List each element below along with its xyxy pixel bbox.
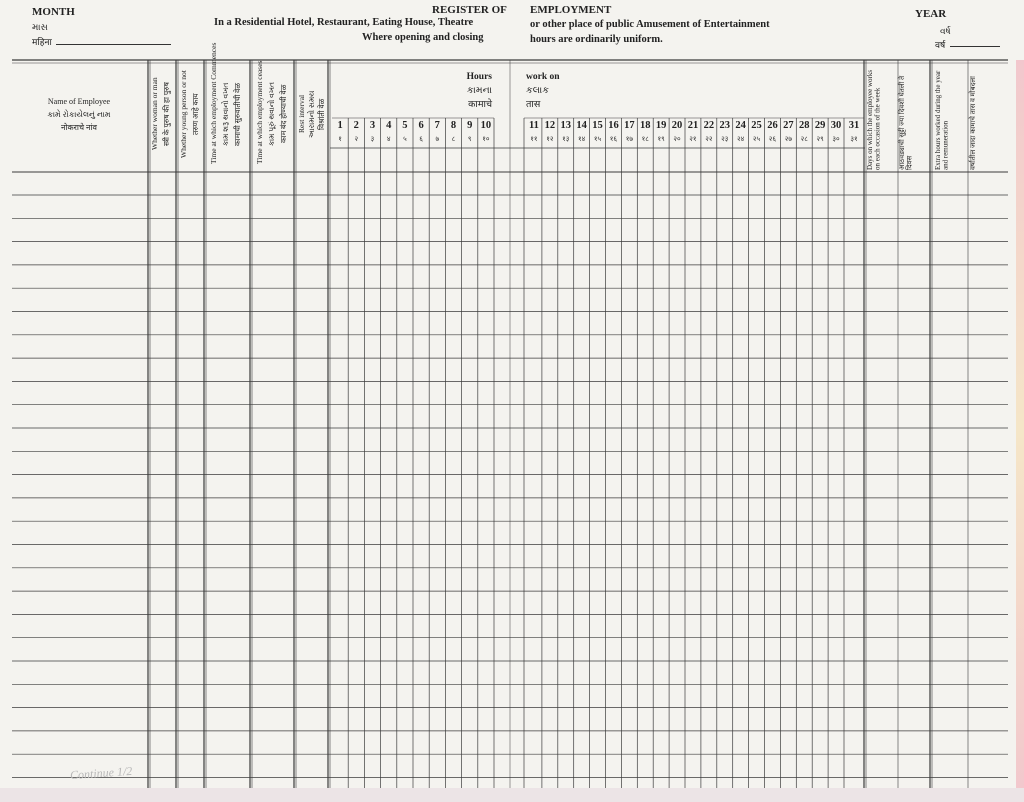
- handwritten-note: Continue 1/2: [69, 763, 133, 783]
- day-number-28: 28: [798, 120, 810, 131]
- month-label: MONTH: [32, 6, 75, 18]
- day-number-local-28: २८: [800, 135, 808, 143]
- register-title: REGISTER OF: [432, 4, 507, 16]
- day-number-18: 18: [639, 120, 651, 131]
- day-number-local-7: ७: [435, 135, 440, 143]
- day-number-local-14: १४: [577, 135, 586, 143]
- day-number-1: 1: [337, 120, 343, 131]
- bottom-strip: [0, 788, 1024, 802]
- day-number-local-30: ३०: [832, 135, 840, 143]
- day-number-3: 3: [369, 120, 376, 131]
- day-number-local-11: ११: [530, 135, 538, 143]
- ceases-header: Time at which employment ceases: [255, 60, 264, 164]
- day-number-5: 5: [402, 120, 408, 131]
- commence-header: Time at which employment Commences: [209, 42, 218, 164]
- day-number-14: 14: [576, 120, 587, 131]
- day-number-local-29: २९: [816, 135, 824, 143]
- work-on-header-marathi: तास: [526, 100, 541, 110]
- employment-line-2: hours are ordinarily uniform.: [530, 34, 663, 45]
- day-number-local-31: ३१: [850, 135, 858, 143]
- employment-line-1: or other place of public Amusement of Entertainment: [530, 19, 770, 30]
- day-number-16: 16: [608, 120, 619, 131]
- day-number-11: 11: [528, 120, 539, 131]
- day-number-local-15: १५: [593, 135, 602, 143]
- day-number-25: 25: [751, 120, 762, 131]
- day-number-local-12: १२: [546, 135, 554, 143]
- hours-header-english: Hours: [466, 72, 492, 82]
- day-number-30: 30: [830, 120, 842, 131]
- day-number-20: 20: [671, 120, 683, 131]
- day-number-27: 27: [783, 120, 794, 131]
- young-person-header-local: तरुण आहे काय: [191, 93, 200, 135]
- work-on-header-english: work on: [526, 72, 560, 82]
- day-number-8: 8: [450, 120, 457, 131]
- register-line-2: Where opening and closing: [362, 32, 484, 43]
- month-label-gujarati: માસ: [32, 22, 48, 32]
- rest-interval-header-gujarati: આરામનો સમય: [307, 90, 316, 138]
- rest-interval-header-marathi: विश्रांती वेळ: [317, 98, 326, 130]
- day-number-local-1: १: [338, 135, 342, 143]
- day-number-local-9: ९: [467, 135, 472, 143]
- day-number-local-22: २२: [705, 135, 713, 143]
- ceases-header-gujarati: કામ પૂરું થવાનો વખત: [267, 82, 276, 146]
- day-number-local-6: ६: [419, 135, 423, 143]
- overtime-header-local: वर्षातील जादा कामाचे तास व मोबदला: [969, 76, 977, 170]
- day-number-local-23: २३: [721, 135, 729, 143]
- employee-name-header: [14, 95, 144, 134]
- hours-header-marathi: कामाचे: [468, 100, 492, 110]
- day-number-local-18: १८: [641, 135, 649, 143]
- hours-header: [430, 70, 492, 112]
- day-number-7: 7: [434, 120, 440, 131]
- day-number-local-19: १९: [657, 135, 665, 143]
- year-label: YEAR: [915, 8, 947, 20]
- weekly-days-header: Days on which the employee works on each occasion of the week: [866, 69, 882, 170]
- month-label-marathi: महिना: [32, 37, 52, 47]
- day-number-local-26: २६: [768, 135, 777, 143]
- commence-header-marathi: कामाची सुरुवातीची वेळ: [233, 82, 242, 146]
- ceases-header-marathi: काम बंद होण्याची वेळ: [279, 84, 288, 144]
- register-line-1: In a Residential Hotel, Restaurant, Eating House, Theatre: [214, 17, 474, 28]
- work-on-header-gujarati: કલાક: [526, 86, 549, 96]
- employee-name-header-gujarati: કામે રોકાયેલનું નામ: [47, 110, 111, 119]
- rest-interval-header: Rest interval: [297, 94, 306, 134]
- day-number-29: 29: [814, 120, 826, 131]
- day-number-15: 15: [592, 120, 603, 131]
- weekly-days-header-local: आठवड्याची सुट्टी ज्या दिवशी घेतली ते दिवस: [898, 75, 914, 170]
- day-number-2: 2: [353, 120, 359, 131]
- day-number-22: 22: [703, 120, 715, 131]
- day-number-17: 17: [624, 120, 635, 131]
- young-person-header: Whether young person or not: [179, 70, 188, 158]
- employee-name-header-english: Name of Employee: [47, 97, 111, 106]
- day-number-local-3: ३: [370, 135, 375, 143]
- woman-or-man-header: Whether woman or man: [150, 77, 159, 151]
- day-number-4: 4: [386, 120, 392, 131]
- year-label-gujarati: વર્ષ: [940, 26, 951, 36]
- day-number-31: 31: [848, 120, 860, 131]
- overtime-header: Extra hours worked during the year and remuneration: [934, 70, 950, 170]
- day-number-local-20: २०: [673, 135, 681, 143]
- day-number-19: 19: [655, 120, 667, 131]
- day-number-local-2: २: [354, 135, 359, 143]
- day-number-21: 21: [687, 120, 699, 131]
- day-number-9: 9: [467, 120, 473, 131]
- day-number-local-5: ५: [403, 135, 407, 143]
- page-edge: [1016, 60, 1024, 800]
- day-number-26: 26: [767, 120, 778, 131]
- day-number-24: 24: [735, 120, 746, 131]
- day-number-6: 6: [418, 120, 424, 131]
- year-label-marathi: वर्ष: [935, 40, 946, 50]
- woman-or-man-header-local: स्त्री के पुरुष की हा पुरुष: [162, 82, 171, 146]
- work-on-header: [526, 70, 596, 112]
- employment-title: EMPLOYMENT: [530, 4, 612, 16]
- day-number-local-17: १७: [625, 135, 633, 143]
- day-number-local-24: २४: [736, 135, 745, 143]
- day-number-23: 23: [719, 120, 730, 131]
- day-number-12: 12: [544, 120, 556, 131]
- day-number-local-16: १६: [609, 135, 618, 143]
- day-number-local-25: २५: [752, 135, 761, 143]
- day-number-local-4: ४: [386, 135, 391, 143]
- day-number-local-13: १३: [562, 135, 570, 143]
- day-number-13: 13: [560, 120, 571, 131]
- day-number-local-10: १०: [482, 135, 490, 143]
- day-number-local-21: २१: [689, 135, 697, 143]
- commence-header-gujarati: કામ શરૂ થવાનો વખત: [221, 82, 230, 146]
- day-number-local-27: २७: [784, 135, 792, 143]
- day-number-10: 10: [480, 120, 492, 131]
- employee-name-header-marathi: नोकराचे नांव: [60, 123, 98, 132]
- day-number-local-8: ८: [451, 135, 456, 143]
- hours-header-gujarati: કામના: [466, 86, 492, 96]
